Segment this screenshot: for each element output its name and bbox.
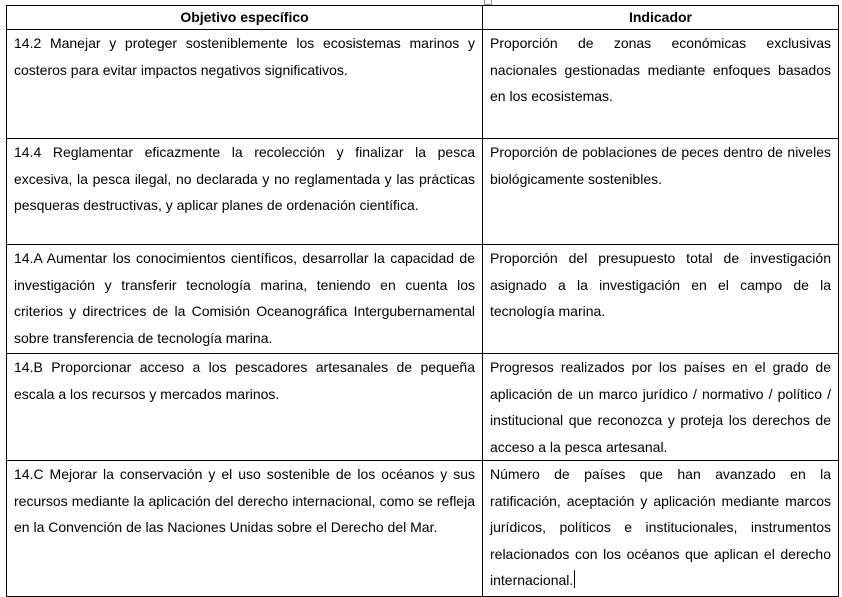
indicator-cell[interactable]: Proporción de poblaciones de peces dentro de niveles biológicamente sostenibles. — [483, 139, 839, 245]
objectives-indicators-table — [6, 5, 839, 597]
indicator-cell[interactable]: Progresos realizados por los países en el grado de aplicación de un marco jurídico / normativo / político / institucional que reconozca y proteja los derechos de acceso a la pesca artesanal. — [483, 354, 839, 461]
table-row — [7, 354, 839, 461]
objective-cell[interactable]: 14.C Mejorar la conservación y el uso sostenible de los océanos y sus recursos mediante la aplicación del derecho internacional, como se refleja en la Convención de las Naciones Unidas sobre el Derecho del Mar. — [7, 461, 483, 597]
indicator-cell[interactable]: Proporción de zonas económicas exclusivas nacionales gestionadas mediante enfoques basados en los ecosistemas. — [483, 30, 839, 139]
indicator-cell[interactable] — [483, 461, 839, 597]
header-indicator[interactable]: Indicador — [483, 6, 839, 30]
table-row — [7, 139, 839, 245]
table-row — [7, 30, 839, 139]
text-cursor — [574, 570, 575, 588]
objective-cell[interactable]: 14.A Aumentar los conocimientos científicos, desarrollar la capacidad de investigación y transferir tecnología marina, teniendo en cuenta los criterios y directrices de la Comisión Oceanográfica Intergubernamental sobre transferencia de tecnología marina. — [7, 245, 483, 354]
indicator-text: Número de países que han avanzado en la ratificación, aceptación y aplicación mediante marcos jurídicos, políticos e institucionales, instrumentos relacionados con los océanos que aplican el derecho internacional. — [490, 466, 831, 588]
objective-cell[interactable]: 14.B Proporcionar acceso a los pescadores artesanales de pequeña escala a los recursos y mercados marinos. — [7, 354, 483, 461]
header-objective[interactable]: Objetivo específico — [7, 6, 483, 30]
objective-cell[interactable]: 14.2 Manejar y proteger sosteniblemente los ecosistemas marinos y costeros para evitar impactos negativos significativos. — [7, 30, 483, 139]
objective-cell[interactable]: 14.4 Reglamentar eficazmente la recolección y finalizar la pesca excesiva, la pesca ilegal, no declarada y no reglamentada y las prácticas pesqueras destructivas, y aplicar planes de ordenación científica. — [7, 139, 483, 245]
table-row — [7, 245, 839, 354]
table-header-row — [7, 6, 839, 30]
indicator-cell[interactable]: Proporción del presupuesto total de investigación asignado a la investigación en el campo de la tecnología marina. — [483, 245, 839, 354]
document-table-container — [6, 5, 838, 597]
table-row — [7, 461, 839, 597]
